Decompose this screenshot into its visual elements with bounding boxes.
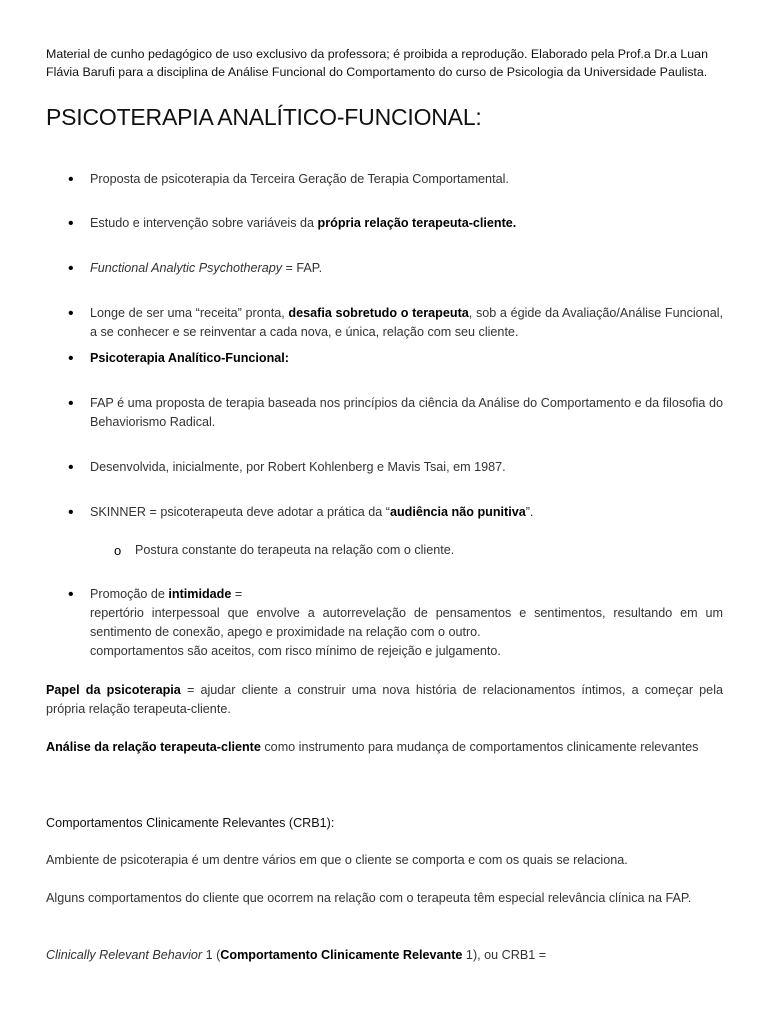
bullet-text: = FAP. <box>282 261 323 275</box>
bullet-emphasis: audiência não punitiva <box>389 505 526 519</box>
bullet-item-6: FAP é uma proposta de terapia baseada nos princípios da ciência da Análise do Comportamento e da filosofia do Behaviorismo Radical. <box>90 396 723 429</box>
paragraph-text: 1 ( <box>202 948 221 962</box>
bullet-marker: • <box>68 305 74 322</box>
sub-bullet-marker: o <box>114 543 122 558</box>
bullet-line: repertório interpessoal que envolve a autorrevelação de pensamentos e sentimentos, resultando em um sentimento de conexão, apego e proximidade na relação com o outro. <box>90 606 723 639</box>
bullet-item-1: Proposta de psicoterapia da Terceira Geração de Terapia Comportamental. <box>90 172 509 186</box>
bullet-marker: • <box>68 215 74 232</box>
bullet-emphasis: Psicoterapia Analítico-Funcional: <box>90 351 289 365</box>
bullet-marker: • <box>68 350 74 367</box>
bullet-item-2 <box>90 214 723 233</box>
paragraph-environment: Ambiente de psicoterapia é um dentre vários em que o cliente se comporta e com os quais se relaciona. <box>46 853 628 867</box>
bullet-line: comportamentos são aceitos, com risco mínimo de rejeição e julgamento. <box>90 644 501 658</box>
page-title: PSICOTERAPIA ANALÍTICO-FUNCIONAL: <box>46 104 482 130</box>
bullet-item-8 <box>90 503 723 522</box>
bullet-marker: • <box>68 260 74 277</box>
bullet-marker: • <box>68 171 74 188</box>
bullet-line <box>90 585 723 604</box>
paragraph-analysis <box>46 738 723 757</box>
header-notice <box>46 45 723 81</box>
paragraph-role <box>46 681 723 719</box>
paragraph-text: 1), ou CRB1 = <box>462 948 547 962</box>
paragraph-behaviors: Alguns comportamentos do cliente que ocorrem na relação com o terapeuta têm especial relevância clínica na FAP. <box>46 891 692 905</box>
paragraph-text: = ajudar cliente a construir uma nova história de relacionamentos íntimos, a começar pela própria relação terapeuta-cliente. <box>46 683 723 716</box>
bullet-item-7: Desenvolvida, inicialmente, por Robert Kohlenberg e Mavis Tsai, em 1987. <box>90 460 506 474</box>
header-line-1: Material de cunho pedagógico de uso exclusivo da professora; é proibida a reprodução. Elaborado pela Prof.a Dr.a Luan <box>46 47 708 61</box>
bullet-marker: • <box>68 504 74 521</box>
bullet-item-4 <box>90 304 723 342</box>
paragraph-crb1 <box>46 946 723 965</box>
bullet-marker: • <box>68 459 74 476</box>
bullet-italic: Functional Analytic Psychotherapy <box>90 261 283 275</box>
bullet-text: Promoção de <box>90 587 169 601</box>
paragraph-text: como instrumento para mudança de comportamentos clinicamente relevantes <box>260 740 699 754</box>
section-heading: Comportamentos Clinicamente Relevantes (CRB1): <box>46 816 335 830</box>
bullet-item-9 <box>90 585 723 661</box>
bullet-text: = <box>231 587 243 601</box>
header-line-2: Flávia Barufi para a disciplina de Análise Funcional do Comportamento do curso de Psicologia da Universidade Paulista. <box>46 65 708 79</box>
bullet-emphasis: desafia sobretudo o terapeuta <box>288 306 469 320</box>
bullet-emphasis: própria relação terapeuta-cliente. <box>317 216 517 230</box>
bullet-text: Estudo e intervenção sobre variáveis da <box>90 216 318 230</box>
bullet-item-3 <box>90 259 723 278</box>
bullet-item-5 <box>90 349 723 368</box>
paragraph-emphasis: Análise da relação terapeuta-cliente <box>46 740 261 754</box>
bullet-marker: • <box>68 586 74 603</box>
bullet-marker: • <box>68 395 74 412</box>
bullet-text: SKINNER = psicoterapeuta deve adotar a prática da “ <box>90 505 390 519</box>
bullet-text: , sob a égide da Avaliação/Análise Funcional, a se conhecer e se reinventar a cada nova, e única, relação com seu cliente. <box>90 306 723 339</box>
paragraph-italic: Clinically Relevant Behavior <box>46 948 203 962</box>
bullet-text: Longe de ser uma “receita” pronta, <box>90 306 289 320</box>
bullet-emphasis: intimidade <box>168 587 232 601</box>
paragraph-emphasis: Papel da psicoterapia <box>46 683 181 697</box>
bullet-text: ”. <box>525 505 534 519</box>
paragraph-emphasis: Comportamento Clinicamente Relevante <box>220 948 463 962</box>
sub-bullet-item-1: Postura constante do terapeuta na relação com o cliente. <box>135 543 455 557</box>
